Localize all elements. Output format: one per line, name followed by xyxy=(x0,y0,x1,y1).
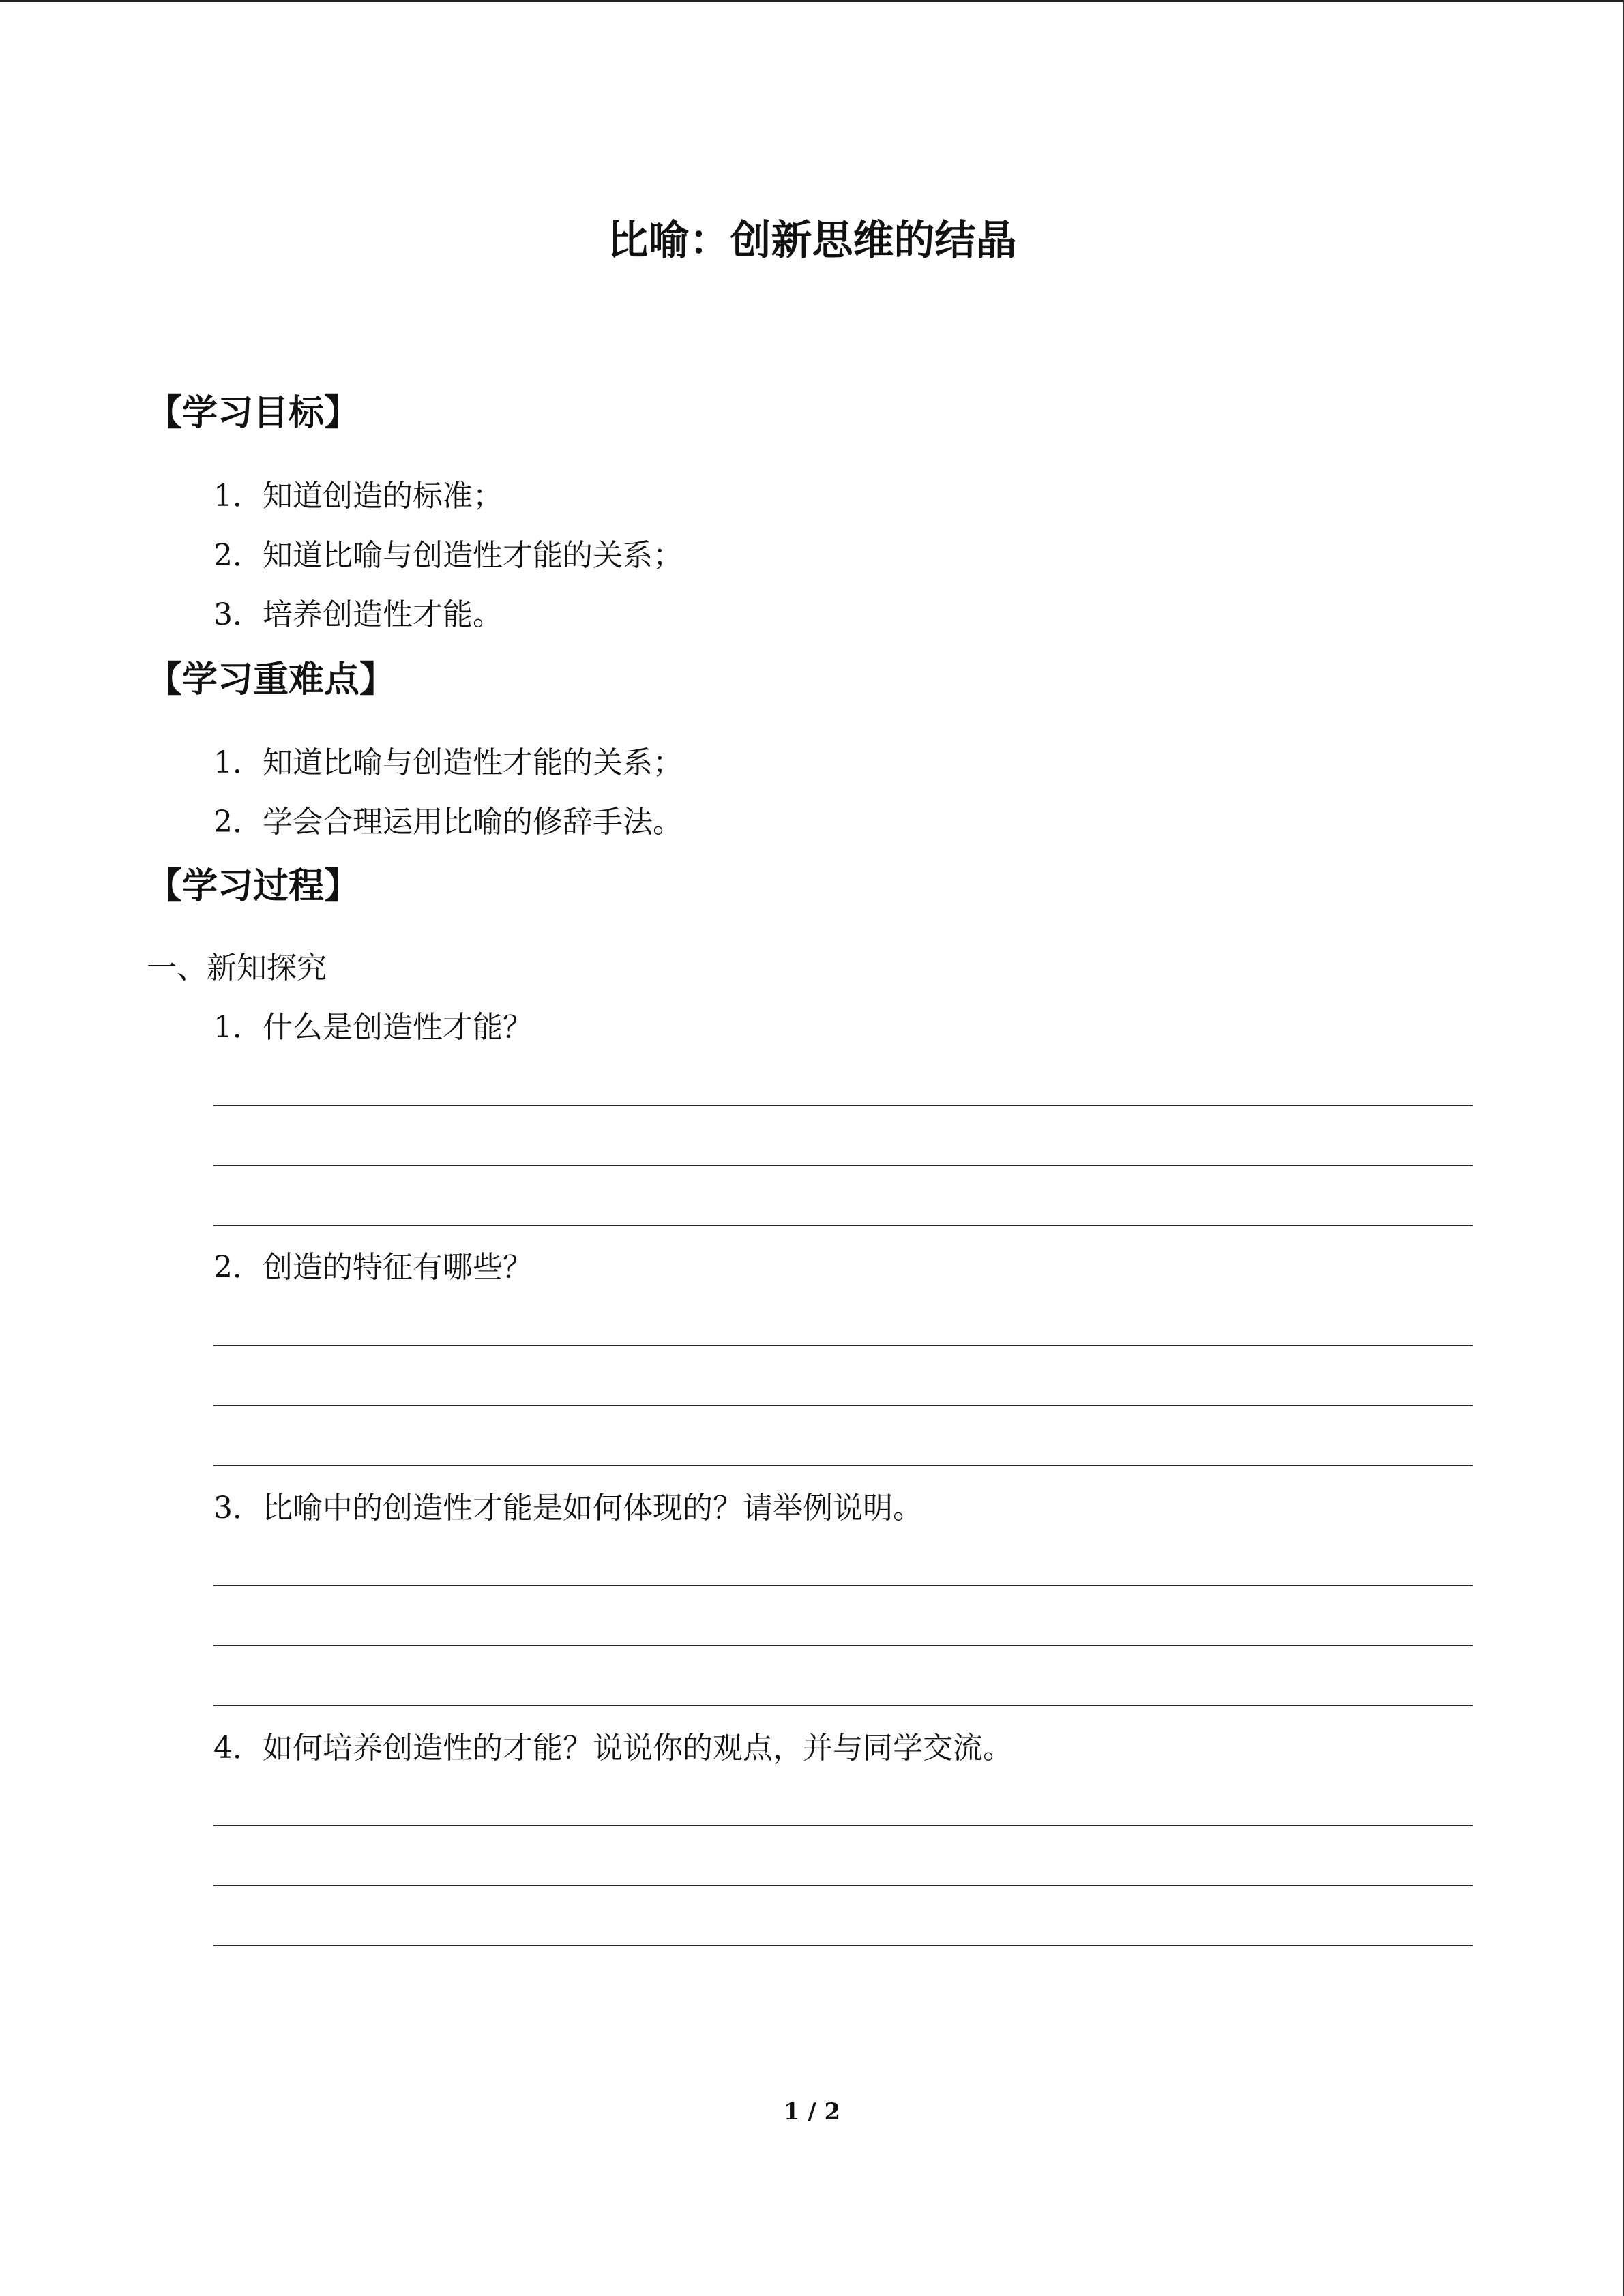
page-top-border xyxy=(0,0,1624,2)
answer-line[interactable] xyxy=(213,1705,1473,1706)
question-1: 1．什么是创造性才能？ xyxy=(213,1010,533,1045)
part-one-label: 一、新知探究 xyxy=(147,951,327,985)
heading-objectives: 【学习目标】 xyxy=(147,393,360,434)
answer-line[interactable] xyxy=(213,1645,1473,1646)
answer-line[interactable] xyxy=(213,1945,1473,1946)
question-2: 2．创造的特征有哪些？ xyxy=(213,1250,533,1285)
objective-item-2: 2．知道比喻与创造性才能的关系； xyxy=(213,538,683,573)
heading-process: 【学习过程】 xyxy=(147,866,360,907)
answer-line[interactable] xyxy=(213,1585,1473,1586)
page-number: 1 / 2 xyxy=(783,2098,841,2126)
key-point-item-2: 2．学会合理运用比喻的修辞手法。 xyxy=(213,805,683,839)
heading-key-points: 【学习重难点】 xyxy=(147,659,396,700)
objective-item-3: 3．培养创造性才能。 xyxy=(213,597,503,632)
answer-line[interactable] xyxy=(213,1825,1473,1826)
answer-line[interactable] xyxy=(213,1225,1473,1226)
question-4: 4．如何培养创造性的才能？说说你的观点，并与同学交流。 xyxy=(213,1731,1013,1765)
objective-item-1: 1．知道创造的标准； xyxy=(213,479,503,513)
answer-line[interactable] xyxy=(213,1885,1473,1886)
answer-line[interactable] xyxy=(213,1465,1473,1466)
answer-line[interactable] xyxy=(213,1345,1473,1346)
page-title: 比喻：创新思维的结晶 xyxy=(607,217,1017,265)
answer-line[interactable] xyxy=(213,1105,1473,1106)
question-3: 3．比喻中的创造性才能是如何体现的？请举例说明。 xyxy=(213,1491,923,1525)
answer-line[interactable] xyxy=(213,1165,1473,1166)
answer-line[interactable] xyxy=(213,1405,1473,1406)
key-point-item-1: 1．知道比喻与创造性才能的关系； xyxy=(213,745,683,780)
